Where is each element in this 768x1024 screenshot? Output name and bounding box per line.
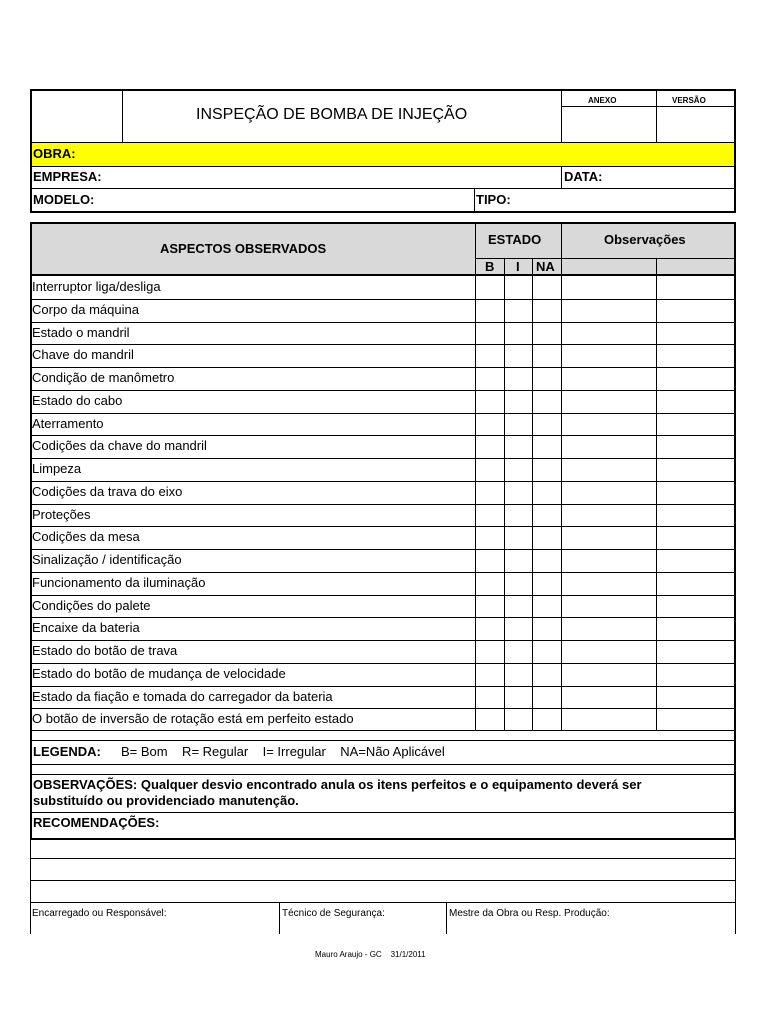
table-row	[32, 663, 734, 686]
legend-bottom-line	[30, 764, 736, 765]
table-row	[32, 390, 734, 413]
tipo-label: TIPO:	[476, 192, 511, 207]
legend-text: B= Bom R= Regular I= Irregular NA=Não Aplicável	[121, 744, 445, 759]
observacoes-line1: OBSERVAÇÕES: Qualquer desvio encontrado anula os itens perfeitos e o equipamento deverá ser	[33, 777, 642, 792]
versao-label: VERSÃO	[672, 96, 706, 105]
signature-tecnico: Técnico de Segurança:	[282, 908, 385, 919]
table-row	[32, 572, 734, 595]
legend-top-line	[30, 740, 736, 741]
modelo-label: MODELO:	[33, 192, 95, 207]
recomendacoes-line-1	[30, 858, 736, 859]
signature-divider-1	[279, 902, 280, 934]
row-label: Codições da trava do eixo	[32, 484, 183, 499]
row-label: Codições da chave do mandril	[32, 438, 207, 453]
observacoes-header: Observações	[604, 232, 686, 247]
footer-text: Mauro Araujo - GC 31/1/2011	[315, 950, 426, 959]
row-label: Estado da fiação e tomada do carregador da bateria	[32, 689, 333, 704]
obra-row-highlight	[32, 142, 734, 166]
table-row	[32, 617, 734, 640]
row-label: Chave do mandril	[32, 347, 134, 362]
table-row	[32, 458, 734, 481]
row-label: Estado o mandril	[32, 325, 130, 340]
observacoes-top-line	[30, 774, 736, 775]
legend-label: LEGENDA:	[33, 744, 101, 759]
signature-divider-2	[446, 902, 447, 934]
row-label: Encaixe da bateria	[32, 620, 140, 635]
table-row	[32, 367, 734, 390]
table-row	[32, 413, 734, 436]
lower-left-border	[30, 840, 31, 934]
data-divider	[561, 166, 562, 188]
recomendacoes-line-2	[30, 880, 736, 881]
row-label: Sinalização / identificação	[32, 552, 182, 567]
header-divider-left	[122, 91, 123, 142]
anexo-label: ANEXO	[588, 96, 617, 105]
recomendacoes-top-line	[30, 812, 736, 813]
row-label: Corpo da máquina	[32, 302, 139, 317]
row-label: Condição de manômetro	[32, 370, 175, 385]
aspects-header: ASPECTOS OBSERVADOS	[160, 241, 327, 256]
row-label: Codições da mesa	[32, 529, 140, 544]
obra-label: OBRA:	[33, 146, 76, 161]
empresa-bottom-line	[32, 188, 734, 189]
table-row	[32, 435, 734, 458]
signature-mestre: Mestre da Obra ou Resp. Produção:	[449, 908, 610, 919]
recomendacoes-label: RECOMENDAÇÕES:	[33, 815, 160, 830]
table-row	[32, 504, 734, 527]
estado-subheader-line	[475, 258, 734, 259]
observacoes-line2: substituído ou providenciado manutenção.	[33, 793, 299, 808]
signature-encarregado: Encarregado ou Responsável:	[32, 908, 167, 919]
row-label: Estado do cabo	[32, 393, 123, 408]
row-label: Proteções	[32, 507, 91, 522]
estado-col-i: I	[516, 259, 520, 274]
row-label: O botão de inversão de rotação está em perfeito estado	[32, 711, 354, 726]
page-title: INSPEÇÃO DE BOMBA DE INJEÇÃO	[196, 106, 468, 123]
header-divider-right	[561, 91, 562, 142]
row-label: Funcionamento da iluminação	[32, 575, 206, 590]
obra-bottom-line	[32, 166, 734, 167]
header-bottom-line	[32, 142, 734, 143]
table-row	[32, 595, 734, 618]
lower-right-border	[735, 840, 736, 934]
table-row	[32, 640, 734, 663]
table-row	[32, 686, 734, 709]
estado-col-b: B	[485, 259, 495, 274]
row-label: Limpeza	[32, 461, 82, 476]
data-label: DATA:	[564, 169, 603, 184]
table-row	[32, 299, 734, 322]
estado-col-na: NA	[536, 259, 555, 274]
table-row	[32, 708, 734, 731]
table-row	[32, 549, 734, 572]
row-label: Estado do botão de trava	[32, 643, 178, 658]
row-label: Interruptor liga/desliga	[32, 279, 161, 294]
table-row	[32, 344, 734, 367]
tipo-divider	[474, 188, 475, 211]
anexo-versao-divider	[656, 91, 657, 142]
table-row	[32, 481, 734, 504]
table-row	[32, 276, 734, 299]
estado-header: ESTADO	[488, 232, 542, 247]
table-row	[32, 322, 734, 345]
recomendacoes-line-3	[30, 902, 736, 903]
empresa-label: EMPRESA:	[33, 169, 102, 184]
table-row	[32, 526, 734, 549]
row-label: Condições do palete	[32, 598, 151, 613]
row-label: Aterramento	[32, 416, 104, 431]
row-label: Estado do botão de mudança de velocidade	[32, 666, 286, 681]
